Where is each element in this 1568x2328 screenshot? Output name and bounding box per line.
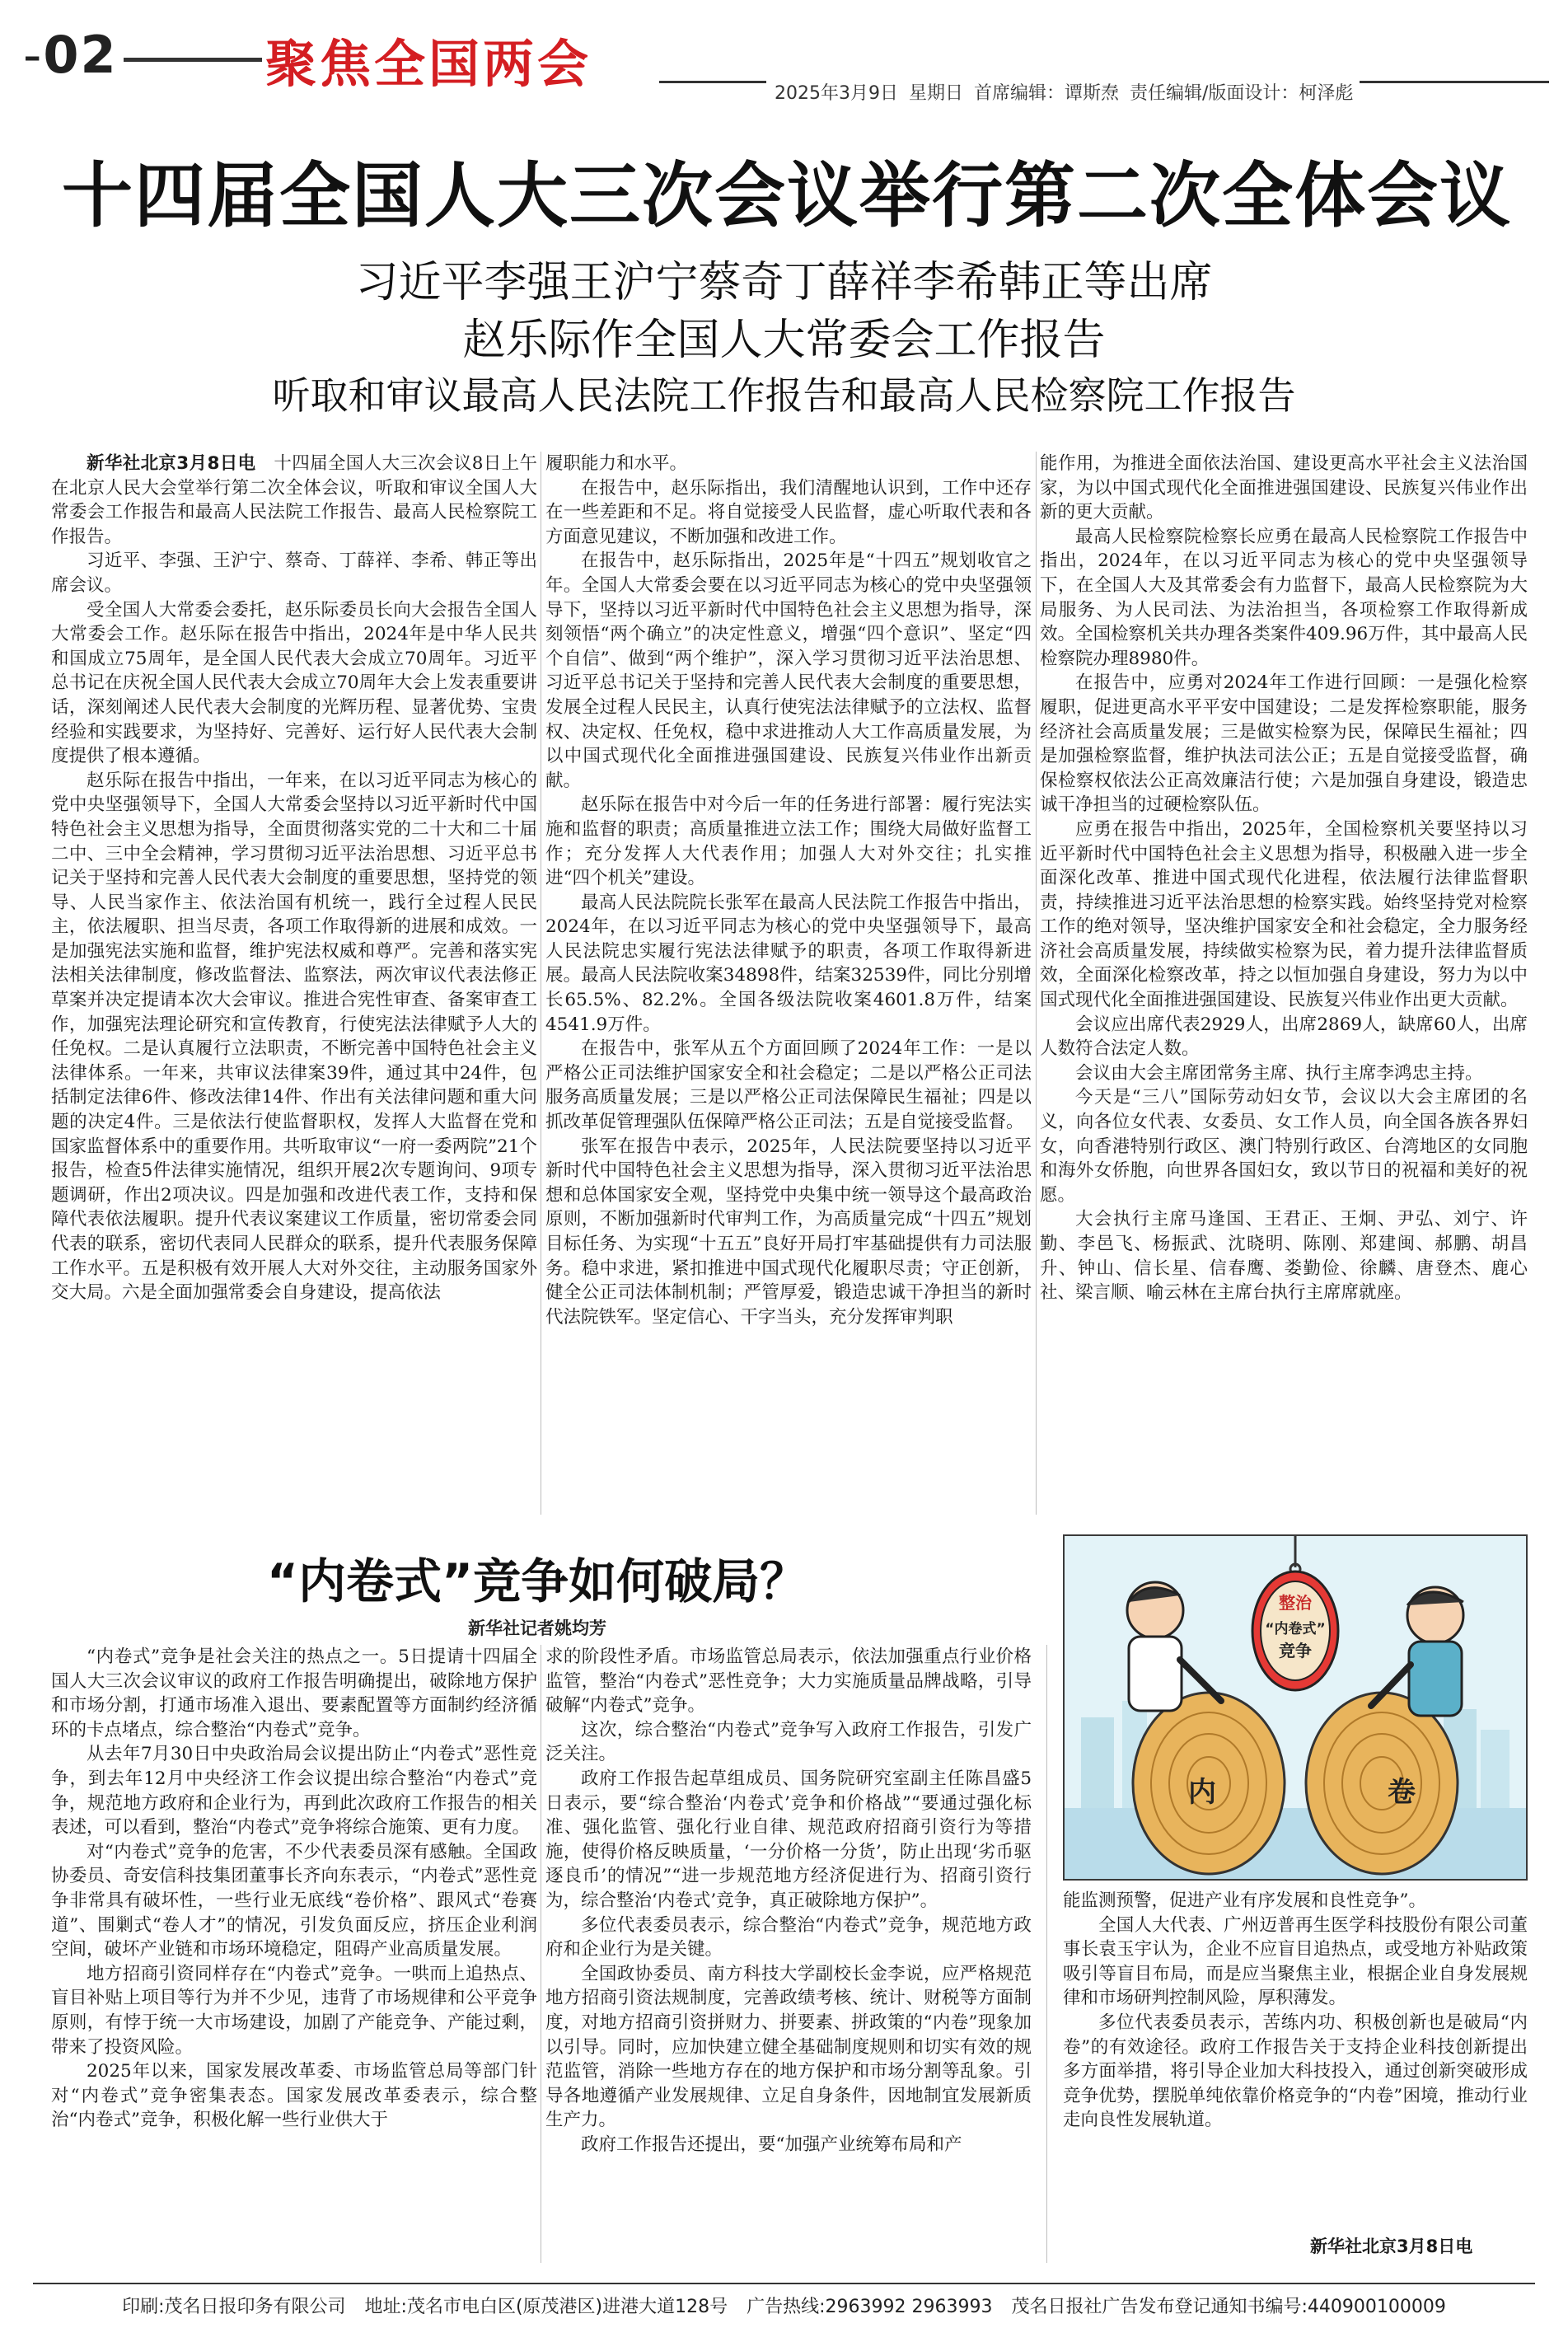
issue-weekday: 星期日 — [908, 83, 963, 104]
cartoon-drawing — [1065, 1536, 1526, 1879]
issue-date: 2025年3月9日 — [775, 83, 898, 104]
second-article-byline: 新华社记者姚均芳 — [468, 1618, 606, 1638]
lead-deck-review: 听取和审议最高人民法院工作报告和最高人民检察院工作报告 — [272, 373, 1296, 418]
lead-column-1 — [51, 452, 537, 1515]
second-paragraph: 求的阶段性矛盾。市场监管总局表示，依法加强重点行业价格监管，整治“内卷式”恶性竞争；大力实施质量品牌战略，引导破解“内卷式”竞争。 — [545, 1646, 1032, 1717]
second-paragraph: 对“内卷式”竞争的危害，不少代表委员深有感触。全国政协委员、奇安信科技集团董事长齐向东表示，“内卷式”恶性竞争非常具有破坏性，一些行业无底线“卷价格”、跟风式“卷赛道”、围剿式“卷人才”的情况，引发负面反应，挤压企业利润空间，破坏产业链和市场环境稳定，阻碍产业高质量发展。 — [51, 1841, 537, 1960]
lead-paragraph: 履职能力和水平。 — [545, 453, 688, 474]
lead-paragraph: 今天是“三八”国际劳动妇女节，会议以大会主席团的名义，向各位女代表、女委员、女工作人员，向全国各族各界妇女，向香港特别行政区、澳门特别行政区、台湾地区的女同胞和海外女侨胞，向世界各国妇女，致以节日的祝福和美好的祝愿。 — [1040, 1087, 1528, 1206]
sign-text: 竞争 — [1279, 1641, 1312, 1661]
cartoon-illustration — [1063, 1534, 1528, 1881]
footer-printer: 印刷:茂名日报印务有限公司 — [122, 2297, 346, 2317]
sign-text: 整治 — [1279, 1593, 1312, 1613]
lead-deck-attendees: 习近平李强王沪宁蔡奇丁薛祥李希韩正等出席 — [355, 258, 1213, 307]
lead-deck-report: 赵乐际作全国人大常委会工作报告 — [462, 316, 1106, 365]
roll-label: 卷 — [1388, 1776, 1416, 1809]
footer-license: 茂名日报社广告发布登记通知书编号:440900100009 — [1011, 2297, 1446, 2317]
dateline: 新华社北京3月8日电 — [87, 453, 256, 474]
header-rule — [124, 58, 262, 62]
lead-paragraph: 在报告中，赵乐际指出，我们清醒地认识到，工作中还存在一些差距和不足。将自觉接受人民监督，虚心听取代表和各方面意见建议，不断加强和改进工作。 — [545, 477, 1032, 547]
lead-paragraph: 最高人民法院院长张军在最高人民法院工作报告中指出，2024年，在以习近平同志为核心的党中央坚强领导下，最高人民法院忠实履行宪法法律赋予的职责，各项工作取得新进展。最高人民法院收案34898件，结案32539件，同比分别增长65.5%、82.2%。全国各级法院收案4601.8万件，结案4541.9万件。 — [545, 892, 1032, 1035]
lead-paragraph: 张军在报告中表示，2025年，人民法院要坚持以习近平新时代中国特色社会主义思想为指导，深入贯彻习近平法治思想和总体国家安全观，坚持党中央集中统一领导这个最高政治原则，不断加强新时代审判工作，为高质量完成“十四五”规划目标任务、为实现“十五五”良好开局打牢基础提供有力司法服务。稳中求进，紧扣推进中国式现代化履职尽责；守正创新，健全公正司法体制机制；严管厚爱，锻造忠诚干净担当的新时代法院铁军。坚定信心、干字当头，充分发挥审判职 — [545, 1136, 1032, 1328]
lead-paragraph: 赵乐际在报告中对今后一年的任务进行部署：履行宪法实施和监督的职责；高质量推进立法工作；围绕大局做好监督工作；充分发挥人大代表作用；加强人大对外交往；扎实推进“四个机关”建设。 — [545, 794, 1032, 889]
right-roll — [1306, 1693, 1458, 1874]
column-divider — [1036, 452, 1037, 1515]
second-paragraph: 政府工作报告起草组成员、国务院研究室副主任陈昌盛5日表示，要“综合整治‘内卷式’竞争和价格战”“要通过强化标准、强化监管、强化行业自律、规范政府招商引资行为等措施，使得价格反映质量，‘一分价格一分货’，防止出现‘劣币驱逐良币’的情况”“进一步规范地方经济促进行为、招商引资行为，综合整治‘内卷式’竞争，真正破除地方保护”。 — [545, 1768, 1032, 1911]
column-divider — [1046, 1645, 1047, 2263]
lead-headline: 十四届全国人大三次会议举行第二次全体会议 — [62, 155, 1512, 237]
second-paragraph: 多位代表委员表示，综合整治“内卷式”竞争，规范地方政府和企业行为是关键。 — [545, 1914, 1032, 1960]
second-paragraph: 这次，综合整治“内卷式”竞争写入政府工作报告，引发广泛关注。 — [545, 1719, 1032, 1765]
issue-meta — [766, 76, 1360, 108]
lead-paragraph: 会议应出席代表2929人，出席2869人，缺席60人，出席人数符合法定人数。 — [1040, 1014, 1528, 1060]
second-paragraph: 多位代表委员表示，苦练内功、积极创新也是破局“内卷”的有效途径。政府工作报告关于支持企业科技创新提出多方面举措，将引导企业加大科技投入，通过创新突破形成竞争优势，摆脱单纯依靠价格竞争的“内卷”困境，推动行业走向良性发展轨道。 — [1063, 2012, 1528, 2131]
lead-paragraph: 会议由大会主席团常务主席、执行主席李鸿忠主持。 — [1075, 1062, 1483, 1084]
lead-paragraph: 在报告中，应勇对2024年工作进行回顾：一是强化检察履职，促进更高水平平安中国建设；二是发挥检察职能，服务经济社会高质量发展；三是做实检察为民，保障民生福祉；四是加强检察监督，维护执法司法公正；五是自觉接受监督，确保检察权依法公正高效廉洁行使；六是加强自身建设，锻造忠诚干净担当的过硬检察队伍。 — [1040, 672, 1528, 816]
second-paragraph: 地方招商引资同样存在“内卷式”竞争。一哄而上追热点、盲目补贴上项目等行为并不少见，违背了市场规律和公平竞争原则，有悖于统一大市场建设，加剧了产能竞争、产能过剩，带来了投资风险。 — [51, 1963, 537, 2058]
lead-paragraph: 大会执行主席马逢国、王君正、王炯、尹弘、刘宁、许勤、李邑飞、杨振武、沈晓明、陈刚、郑建闽、郝鹏、胡昌升、钟山、信长星、信春鹰、娄勤俭、徐麟、唐登杰、鹿心社、梁言顺、喻云林在主席台执行主席席就座。 — [1040, 1209, 1528, 1304]
footer-address: 地址:茂名市电白区(原茂港区)进港大道128号 — [364, 2297, 728, 2317]
lead-column-2 — [545, 452, 1032, 1515]
sign-text: “内卷式” — [1265, 1621, 1326, 1637]
chief-editor: 首席编辑：谭斯焘 — [974, 83, 1120, 104]
second-paragraph: 全国人大代表、广州迈普再生医学科技股份有限公司董事长袁玉宇认为，企业不应盲目追热点，或受地方补贴政策吸引等盲目布局，而是应当聚焦主业，根据企业自身发展规律和市场研判控制风险，厚积薄发。 — [1063, 1914, 1528, 2009]
footer — [33, 2293, 1535, 2318]
lead-paragraph: 新华社北京3月8日电 十四届全国人大三次会议8日上午在北京人民大会堂举行第二次全体会议，听取和审议全国人大常委会工作报告和最高人民法院工作报告、最高人民检察院工作报告。 — [51, 453, 537, 547]
roll-label: 内 — [1188, 1776, 1216, 1809]
lead-paragraph: 受全国人大常委会委托，赵乐际委员长向大会报告全国人大常委会工作。赵乐际在报告中指出，2024年是中华人民共和国成立75周年，是全国人民代表大会成立70周年。习近平总书记在庆祝全国人民代表大会成立70周年大会上发表重要讲话，深刻阐述人民代表大会制度的光辉历程、显著优势、宝贵经验和实践要求，为坚持好、完善好、运行好人民代表大会制度提供了根本遵循。 — [51, 599, 537, 767]
second-article-signoff: 新华社北京3月8日电 — [1310, 2237, 1473, 2256]
second-paragraph: 2025年以来，国家发展改革委、市场监管总局等部门针对“内卷式”竞争密集表态。国家发展改革委表示，综合整治“内卷式”竞争，积极化解一些行业供大于 — [51, 2061, 537, 2131]
lead-paragraph: 习近平、李强、王沪宁、蔡奇、丁薛祥、李希、韩正等出席会议。 — [51, 550, 537, 596]
second-column-1 — [51, 1645, 537, 2263]
second-paragraph: 从去年7月30日中央政治局会议提出防止“内卷式”恶性竞争，到去年12月中央经济工作会议提出综合整治“内卷式”竞争，规范地方政府和企业行为，再到此次政府工作报告的相关表述，可以看到，整治“内卷式”竞争将综合施策、更有力度。 — [51, 1744, 537, 1839]
lead-paragraph: 应勇在报告中指出，2025年，全国检察机关要坚持以习近平新时代中国特色社会主义思想为指导，积极融入进一步全面深化改革、推进中国式现代化进程，依法履行法律监督职责，持续推进习近平法治思想的检察实践。始终坚持党对检察工作的绝对领导，坚决维护国家安全和社会稳定，全力服务经济社会高质量发展，持续做实检察为民，着力提升法律监督质效，全面深化检察改革，持之以恒加强自身建设，努力为以中国式现代化全面推进强国建设、民族复兴伟业作出更大贡献。 — [1040, 818, 1528, 1011]
page-number: -02 — [23, 25, 118, 85]
lead-paragraph: 在报告中，张军从五个方面回顾了2024年工作：一是以严格公正司法维护国家安全和社会稳定；二是以严格公正司法服务高质量发展；三是以严格公正司法保障民生福祉；四是以抓改革促管理强队伍保障严格公正司法；五是自觉接受监督。 — [545, 1038, 1032, 1133]
second-column-2 — [545, 1645, 1032, 2263]
lead-column-3 — [1040, 452, 1528, 1515]
lead-paragraph: 在报告中，赵乐际指出，2025年是“十四五”规划收官之年。全国人大常委会要在以习近平同志为核心的党中央坚强领导下，坚持以习近平新时代中国特色社会主义思想为指导，深刻领悟“两个确立”的决定性意义，增强“四个意识”、坚定“四个自信”、做到“两个维护”，深入学习贯彻习近平法治思想、习近平总书记关于坚持和完善人民代表大会制度的重要思想，发展全过程人民民主，认真行使宪法法律赋予的立法权、监督权、决定权、任免权，稳中求进推动人大工作高质量发展，为以中国式现代化全面推进强国建设、民族复兴伟业作出新贡献。 — [545, 550, 1032, 791]
section-title: 聚焦全国两会 — [265, 34, 592, 94]
second-paragraph: 全国政协委员、南方科技大学副校长金李说，应严格规范地方招商引资法规制度，完善政绩考核、统计、财税等方面制度，对地方招商引资拼财力、拼要素、拼政策的“内卷”现象加以引导。同时，应加快建立健全基础制度规则和切实有效的规范监管，消除一些地方存在的地方保护和市场分割等乱象。引导各地遵循产业发展规律、立足自身条件，因地制宜发展新质生产力。 — [545, 1963, 1032, 2131]
footer-hotline: 广告热线:2963992 2963993 — [747, 2297, 993, 2317]
second-paragraph: 能监测预警，促进产业有序发展和良性竞争”。 — [1063, 1890, 1426, 1911]
lead-paragraph: 最高人民检察院检察长应勇在最高人民检察院工作报告中指出，2024年，在以习近平同志为核心的党中央坚强领导下，在全国人大及其常委会有力监督下，最高人民检察院为大局服务、为人民司法、为法治担当，各项检察工作取得新成效。全国检察机关共办理各类案件409.96万件，其中最高人民检察院办理8980件。 — [1040, 526, 1528, 669]
lead-paragraph: 能作用，为推进全面依法治国、建设更高水平社会主义法治国家，为以中国式现代化全面推进强国建设、民族复兴伟业作出新的更大贡献。 — [1040, 453, 1528, 523]
second-article-title: “内卷式”竞争如何破局？ — [266, 1553, 808, 1609]
second-paragraph: 政府工作报告还提出，要“加强产业统筹布局和产 — [581, 2134, 962, 2155]
second-column-3 — [1063, 1889, 1528, 2235]
responsible-editor: 责任编辑/版面设计：柯泽彪 — [1130, 83, 1354, 104]
second-paragraph: “内卷式”竞争是社会关注的热点之一。5日提请十四届全国人大三次会议审议的政府工作报告明确提出，破除地方保护和市场分割，打通市场准入退出、要素配置等方面制约经济循环的卡点堵点，综合整治“内卷式”竞争。 — [51, 1646, 537, 1740]
lead-paragraph: 赵乐际在报告中指出，一年来，在以习近平同志为核心的党中央坚强领导下，全国人大常委会坚持以习近平新时代中国特色社会主义思想为指导，全面贯彻落实党的二十大和二十届二中、三中全会精神，学习贯彻习近平法治思想、习近平总书记关于坚持和完善人民代表大会制度的重要思想，坚持党的领导、人民当家作主、依法治国有机统一，践行全过程人民民主，依法履职、担当尽责，各项工作取得新的进展和成效。一是加强宪法实施和监督，维护宪法权威和尊严。完善和落实宪法相关法律制度，修改监督法、监察法，两次审议代表法修正草案并决定提请本次大会审议。推进合宪性审查、备案审查工作，加强宪法理论研究和宣传教育，行使宪法法律赋予人大的任免权。二是认真履行立法职责，不断完善中国特色社会主义法律体系。一年来，共审议法律案39件，通过其中24件，包括制定法律6件、修改法律14件、作出有关法律问题和重大问题的决定4件。三是依法行使监督职权，发挥人大监督在党和国家监督体系中的重要作用。共听取审议“一府一委两院”21个报告，检查5件法律实施情况，组织开展2次专题询问、9项专题调研，作出2项决议。四是加强和改进代表工作，支持和保障代表依法履职。提升代表议案建议工作质量，密切常委会同代表的联系，密切代表同人民群众的联系，提升代表服务保障工作水平。五是积极有效开展人大对外交往，主动服务国家外交大局。六是全面加强常委会自身建设，提高依法 — [51, 770, 537, 1304]
footer-rule — [33, 2283, 1535, 2284]
